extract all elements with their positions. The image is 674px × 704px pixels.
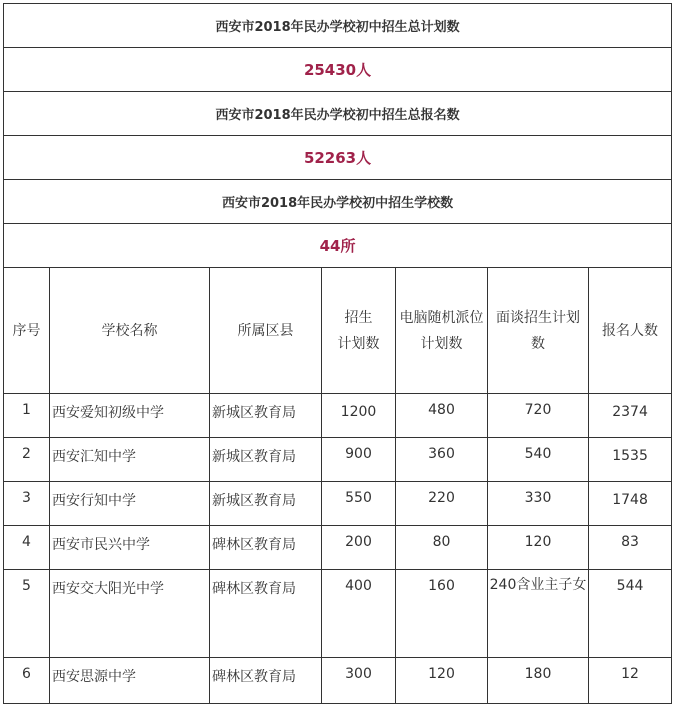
row-interview: 540 [488,438,589,482]
row-index: 5 [4,570,50,658]
row-plan: 1200 [322,394,396,438]
row-school: 西安交大阳光中学 [50,570,210,658]
table-row [4,394,672,438]
table-row [4,438,672,482]
row-interview: 720 [488,394,589,438]
header-interview-line2: 数 [531,335,545,352]
header-plan [322,268,396,394]
header-interview-line1: 面谈招生计划 [496,309,580,326]
header-lottery-line2: 计划数 [420,335,463,352]
table-row [4,570,672,658]
total-plan-value-row [4,48,672,92]
row-applicants: 83 [589,526,672,570]
table-row [4,482,672,526]
total-plan-label: 西安市2018年民办学校初中招生总计划数 [4,4,672,48]
row-lottery: 120 [396,658,488,704]
total-applicants-value: 52263人 [4,136,672,180]
row-interview: 330 [488,482,589,526]
row-lottery: 220 [396,482,488,526]
header-index: 序号 [4,268,50,394]
header-interview [488,268,589,394]
header-school: 学校名称 [50,268,210,394]
school-count-label: 西安市2018年民办学校初中招生学校数 [4,180,672,224]
school-count-value: 44所 [4,224,672,268]
row-district: 碑林区教育局 [210,570,322,658]
row-plan: 400 [322,570,396,658]
row-index: 6 [4,658,50,704]
header-plan-line2: 计划数 [337,335,380,352]
total-applicants-label-row [4,92,672,136]
row-district: 碑林区教育局 [210,526,322,570]
school-count-value-row [4,224,672,268]
school-count-label-row [4,180,672,224]
row-school: 西安爱知初级中学 [50,394,210,438]
table-header-row [4,268,672,394]
row-applicants: 1535 [589,438,672,482]
row-lottery: 480 [396,394,488,438]
row-applicants: 1748 [589,482,672,526]
header-lottery [396,268,488,394]
table-row [4,658,672,704]
row-school: 西安汇知中学 [50,438,210,482]
row-plan: 300 [322,658,396,704]
row-interview: 240含业主子女 [488,570,589,658]
header-applicants: 报名人数 [589,268,672,394]
total-applicants-label: 西安市2018年民办学校初中招生总报名数 [4,92,672,136]
row-lottery: 160 [396,570,488,658]
row-district: 新城区教育局 [210,482,322,526]
table-row [4,526,672,570]
row-interview: 180 [488,658,589,704]
admissions-table [3,3,672,704]
row-district: 碑林区教育局 [210,658,322,704]
row-plan: 200 [322,526,396,570]
row-applicants: 544 [589,570,672,658]
row-district: 新城区教育局 [210,394,322,438]
total-plan-label-row [4,4,672,48]
row-lottery: 80 [396,526,488,570]
row-school: 西安行知中学 [50,482,210,526]
row-index: 1 [4,394,50,438]
row-index: 4 [4,526,50,570]
row-interview: 120 [488,526,589,570]
row-index: 3 [4,482,50,526]
row-lottery: 360 [396,438,488,482]
row-school: 西安思源中学 [50,658,210,704]
row-index: 2 [4,438,50,482]
total-plan-value: 25430人 [4,48,672,92]
total-applicants-value-row [4,136,672,180]
row-applicants: 2374 [589,394,672,438]
row-plan: 550 [322,482,396,526]
row-plan: 900 [322,438,396,482]
row-school: 西安市民兴中学 [50,526,210,570]
header-district: 所属区县 [210,268,322,394]
header-lottery-line1: 电脑随机派位 [399,309,484,326]
row-applicants: 12 [589,658,672,704]
row-district: 新城区教育局 [210,438,322,482]
header-plan-line1: 招生 [344,309,373,326]
